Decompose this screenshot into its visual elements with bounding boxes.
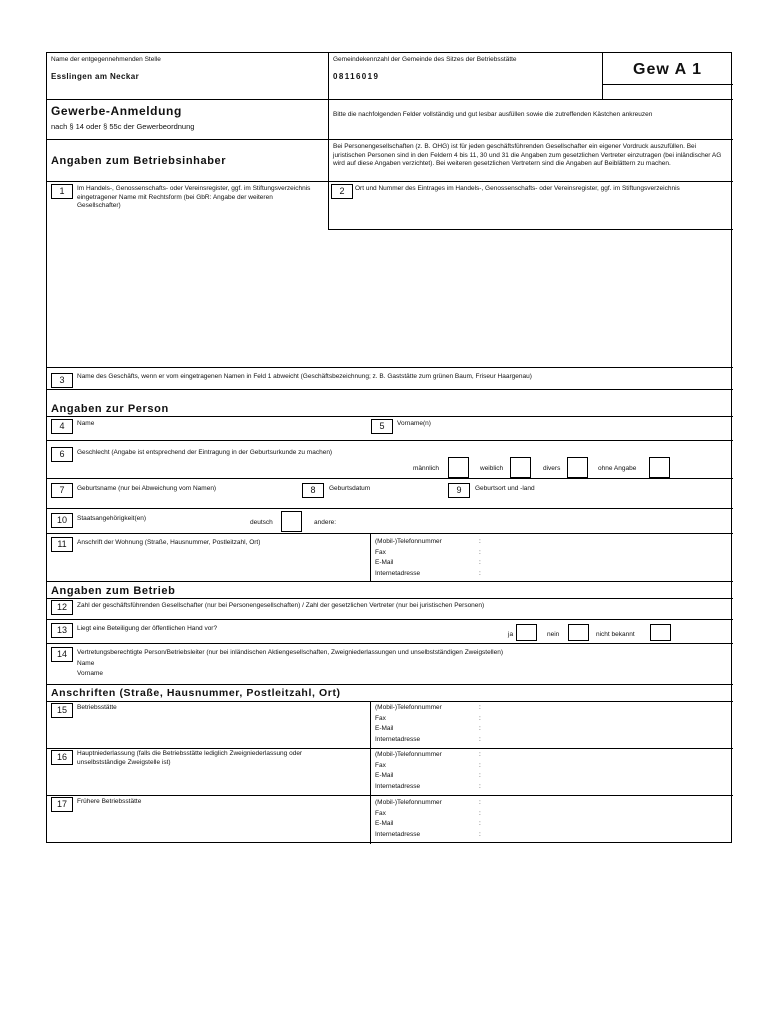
divider <box>47 367 733 368</box>
divider <box>328 53 329 190</box>
divider <box>47 508 733 509</box>
field-12-label: Zahl der geschäftsführenden Gesellschafter (nur bei Personengesellschaften) / Zahl der gesetzlichen Vertreter (nur bei juristischen Personen) <box>77 602 485 609</box>
divider <box>328 181 329 229</box>
registration-form <box>46 52 732 843</box>
fill-instruction: Bitte die nachfolgenden Felder vollständig und gut lesbar ausfüllen sowie die zutreffenden Kästchen ankreuzen <box>333 111 653 118</box>
phone-label: (Mobil-)Telefonnummer : <box>375 751 481 758</box>
email-label: E-Mail : <box>375 725 481 733</box>
field-number-13: 13 <box>51 623 73 638</box>
gender-diverse-label: divers <box>543 465 561 472</box>
gender-none-label: ohne Angabe <box>598 465 637 472</box>
field-number-17: 17 <box>51 797 73 812</box>
divider <box>47 684 733 685</box>
public-yes-label: ja <box>508 631 514 638</box>
field-3-label: Name des Geschäfts, wenn er vom eingetragenen Namen in Feld 1 abweicht (Geschäftsbezeichnung; z. B. Gaststätte zum grünen Baum, Friseur Haargenau) <box>77 373 532 380</box>
owner-section-heading: Angaben zum Betriebsinhaber <box>51 155 227 167</box>
field-number-16: 16 <box>51 750 73 765</box>
gender-female-label: weiblich <box>480 465 504 472</box>
field-5-label: Vorname(n) <box>397 420 431 427</box>
field-14-firstname-label: Vorname <box>77 670 104 677</box>
gender-none-checkbox[interactable] <box>649 457 670 478</box>
gender-diverse-checkbox[interactable] <box>567 457 588 478</box>
public-unknown-checkbox[interactable] <box>650 624 671 641</box>
field-1-input[interactable] <box>51 213 323 363</box>
gender-female-checkbox[interactable] <box>510 457 531 478</box>
phone-label: (Mobil-)Telefonnummer : <box>375 538 481 545</box>
gender-male-label: männlich <box>413 465 440 472</box>
field-8-label: Geburtsdatum <box>329 485 371 492</box>
fax-label: Fax : <box>375 714 481 722</box>
field-number-5: 5 <box>371 419 393 434</box>
business-section-heading: Angaben zum Betrieb <box>51 585 176 597</box>
field-15-label: Betriebsstätte <box>77 704 117 711</box>
field-17-label: Frühere Betriebsstätte <box>77 798 142 805</box>
divider <box>47 181 733 182</box>
divider <box>47 581 733 582</box>
owner-section-note: Bei Personengesellschaften (z. B. OHG) ist für jeden geschäftsführenden Gesellschafter ein eigener Vordruck auszufüllen. Bei juristischen Personen sind in den Feldern 4 bis 11, 30 und 31 die Angaben zum gesetzlichen Vertreter einzutragen (bei inländischer AG wird auf diese Angaben verzichtet). Bei weiteren gesetzlichen Vertretern sind die Angaben auf Beiblättern zu machen. <box>333 143 722 167</box>
field-number-4: 4 <box>51 419 73 434</box>
divider <box>47 701 733 702</box>
person-section-heading: Angaben zur Person <box>51 403 169 415</box>
divider <box>370 533 371 581</box>
public-unknown-label: nicht bekannt <box>596 631 635 638</box>
divider <box>47 619 733 620</box>
field-number-6: 6 <box>51 447 73 462</box>
divider <box>47 416 733 417</box>
field-number-3: 3 <box>51 373 73 388</box>
web-label: Internetadresse : <box>375 831 481 839</box>
fax-label: Fax : <box>375 548 481 556</box>
field-number-12: 12 <box>51 600 73 615</box>
form-code: Gew A 1 <box>633 61 702 78</box>
divider <box>47 139 733 140</box>
field-number-15: 15 <box>51 703 73 718</box>
field-16-contact <box>375 750 481 793</box>
divider <box>47 748 733 749</box>
divider <box>47 795 733 796</box>
divider <box>47 440 733 441</box>
municipality-label: Gemeindekennzahl der Gemeinde des Sitzes der Betriebsstätte <box>333 56 517 63</box>
authority-value[interactable]: Esslingen am Neckar <box>51 72 140 81</box>
phone-label: (Mobil-)Telefonnummer : <box>375 704 481 711</box>
field-number-7: 7 <box>51 483 73 498</box>
addresses-section-heading: Anschriften (Straße, Hausnummer, Postleitzahl, Ort) <box>51 687 341 699</box>
field-11-label: Anschrift der Wohnung (Straße, Hausnummer, Postleitzahl, Ort) <box>77 539 261 546</box>
field-14-label: Vertretungsberechtigte Person/Betriebsleiter (nur bei inländischen Aktiengesellschaften, Zweigniederlassungen und unselbstständigen Zweigstellen) <box>77 649 504 656</box>
field-14-name-label: Name <box>77 660 95 667</box>
field-10-label: Staatsangehörigkeit(en) <box>77 515 147 522</box>
public-no-checkbox[interactable] <box>568 624 589 641</box>
nationality-german-checkbox[interactable] <box>281 511 302 532</box>
field-number-1: 1 <box>51 184 73 199</box>
divider <box>47 643 733 644</box>
field-number-8: 8 <box>302 483 324 498</box>
field-7-label: Geburtsname (nur bei Abweichung vom Namen) <box>77 485 217 492</box>
field-16-label: Hauptniederlassung (falls die Betriebsstätte lediglich Zweigniederlassung oder unselbstständige Zweigstelle ist) <box>77 750 303 766</box>
fax-label: Fax : <box>375 761 481 769</box>
fax-label: Fax : <box>375 809 481 817</box>
field-4-label: Name <box>77 420 95 427</box>
divider <box>47 598 733 599</box>
web-label: Internetadresse : <box>375 783 481 791</box>
field-2-input[interactable] <box>331 203 729 227</box>
field-number-9: 9 <box>448 483 470 498</box>
field-17-contact <box>375 798 481 841</box>
divider <box>370 701 371 844</box>
field-1-label: Im Handels-, Genossenschafts- oder Vereinsregister, ggf. im Stiftungsverzeichnis eingetragener Name mit Rechtsform (bei GbR: Angabe der weiteren Gesellschafter) <box>77 185 311 209</box>
field-number-10: 10 <box>51 513 73 528</box>
divider <box>328 229 733 230</box>
field-13-label: Liegt eine Beteiligung der öffentlichen Hand vor? <box>77 625 218 632</box>
field-2-label: Ort und Nummer des Eintrages im Handels-, Genossenschafts- oder Vereinsregister, ggf. im Stiftungsverzeichnis <box>355 185 680 192</box>
phone-label: (Mobil-)Telefonnummer : <box>375 799 481 806</box>
form-title: Gewerbe-Anmeldung <box>51 104 182 118</box>
form-subtitle: nach § 14 oder § 55c der Gewerbeordnung <box>51 122 195 131</box>
field-number-14: 14 <box>51 647 73 662</box>
field-6-label: Geschlecht (Angabe ist entsprechend der Eintragung in der Geburtsurkunde zu machen) <box>77 449 333 456</box>
email-label: E-Mail : <box>375 772 481 780</box>
email-label: E-Mail : <box>375 559 481 567</box>
field-number-2: 2 <box>331 184 353 199</box>
nationality-german-label: deutsch <box>250 519 273 526</box>
field-9-label: Geburtsort und -land <box>475 485 535 492</box>
public-yes-checkbox[interactable] <box>516 624 537 641</box>
divider <box>47 478 733 479</box>
authority-label: Name der entgegennehmenden Stelle <box>51 56 161 63</box>
public-no-label: nein <box>547 631 560 638</box>
web-label: Internetadresse : <box>375 570 481 578</box>
web-label: Internetadresse : <box>375 736 481 744</box>
divider <box>47 389 733 390</box>
divider <box>47 99 733 100</box>
gender-male-checkbox[interactable] <box>448 457 469 478</box>
email-label: E-Mail : <box>375 820 481 828</box>
field-number-11: 11 <box>51 537 73 552</box>
nationality-other-label: andere: <box>314 519 337 526</box>
municipality-value[interactable]: 08116019 <box>333 72 380 81</box>
field-11-contact <box>375 537 481 580</box>
divider <box>602 84 733 85</box>
divider <box>47 533 733 534</box>
field-15-contact <box>375 703 481 746</box>
